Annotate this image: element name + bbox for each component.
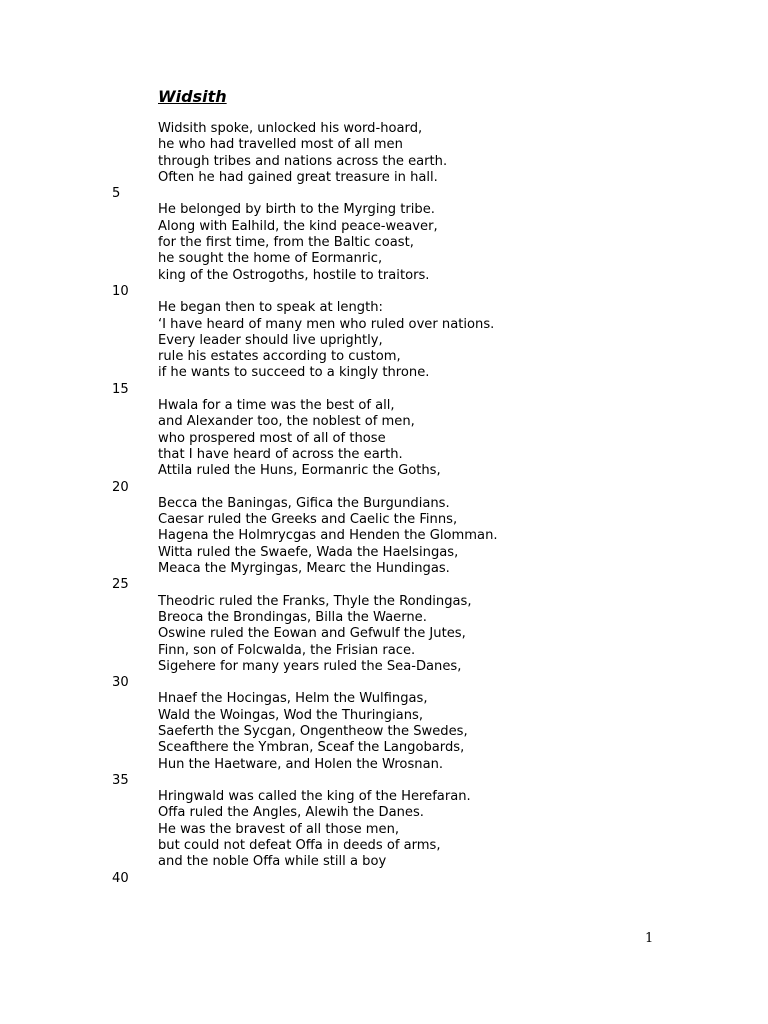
- stanza: [158, 789, 578, 870]
- poem-line: through tribes and nations across the earth.: [158, 153, 448, 169]
- poem-line: Caesar ruled the Greeks and Caelic the Finns,: [158, 512, 458, 528]
- poem-line: if he wants to succeed to a kingly throne.: [158, 365, 430, 381]
- stanza: [158, 398, 578, 479]
- poem-line: that I have heard of across the earth.: [158, 446, 403, 462]
- page-number: 1: [645, 931, 654, 946]
- poem-line: Hun the Haetware, and Holen the Wrosnan.: [158, 756, 444, 772]
- poem-line: Breoca the Brondingas, Billa the Waerne.: [158, 609, 427, 625]
- poem-line: Sceafthere the Ymbran, Sceaf the Langobards,: [158, 740, 465, 756]
- poem-line: Often he had gained great treasure in hall.: [158, 169, 438, 185]
- poem-line: he who had travelled most of all men: [158, 137, 403, 153]
- poem-line: Wald the Woingas, Wod the Thuringians,: [158, 707, 423, 723]
- poem-line: Sigehere for many years ruled the Sea-Danes,: [158, 658, 462, 674]
- poem-line: for the first time, from the Baltic coast,: [158, 235, 414, 251]
- line-number: 40: [112, 870, 129, 886]
- poem-line: but could not defeat Offa in deeds of arms,: [158, 838, 441, 854]
- poem-title: Widsith: [158, 87, 227, 106]
- poem-line: Every leader should live uprightly,: [158, 332, 383, 348]
- line-number: 20: [112, 479, 129, 495]
- stanza: [158, 496, 578, 577]
- poem-line: and the noble Offa while still a boy: [158, 854, 387, 870]
- poem-line: Finn, son of Folcwalda, the Frisian race.: [158, 642, 416, 658]
- poem-line: Becca the Baningas, Gifica the Burgundians.: [158, 495, 450, 511]
- poem-line: He belonged by birth to the Myrging tribe.: [158, 202, 435, 218]
- poem-line: Attila ruled the Huns, Eormanric the Goths,: [158, 463, 441, 479]
- stanza: [158, 594, 578, 675]
- stanza: [158, 121, 578, 186]
- line-number: 5: [112, 186, 121, 202]
- poem-line: king of the Ostrogoths, hostile to traitors.: [158, 267, 430, 283]
- poem-line: Oswine ruled the Eowan and Gefwulf the Jutes,: [158, 626, 466, 642]
- line-number: 25: [112, 577, 129, 593]
- poem-line: and Alexander too, the noblest of men,: [158, 414, 415, 430]
- stanza: [158, 300, 578, 381]
- line-number: 15: [112, 381, 129, 397]
- poem-line: Meaca the Myrgingas, Mearc the Hundingas.: [158, 561, 450, 577]
- poem-line: who prospered most of all of those: [158, 430, 386, 446]
- line-number: 30: [112, 675, 129, 691]
- poem-body: [112, 121, 578, 887]
- poem-line: he sought the home of Eormanric,: [158, 251, 383, 267]
- poem-line: Widsith spoke, unlocked his word-hoard,: [158, 121, 423, 136]
- poem-line: Hagena the Holmrycgas and Henden the Glomman.: [158, 528, 498, 544]
- poem-line: Hringwald was called the king of the Herefaran.: [158, 789, 471, 805]
- poem-line: ‘I have heard of many men who ruled over nations.: [158, 316, 495, 332]
- poem-line: Hnaef the Hocingas, Helm the Wulfingas,: [158, 691, 428, 707]
- poem-line: Witta ruled the Swaefe, Wada the Haelsingas,: [158, 544, 459, 560]
- poem-line: He began then to speak at length:: [158, 300, 383, 316]
- poem-line: rule his estates according to custom,: [158, 349, 401, 365]
- poem-line: Offa ruled the Angles, Alewih the Danes.: [158, 805, 424, 821]
- poem-line: He was the bravest of all those men,: [158, 821, 400, 837]
- stanza: [158, 691, 578, 772]
- poem-line: Hwala for a time was the best of all,: [158, 398, 395, 414]
- line-number: 35: [112, 773, 129, 788]
- line-number: 10: [112, 284, 129, 299]
- poem-line: Theodric ruled the Franks, Thyle the Rondingas,: [158, 593, 472, 609]
- stanza: [158, 202, 578, 283]
- poem-line: Saeferth the Sycgan, Ongentheow the Swedes,: [158, 723, 468, 739]
- poem-line: Along with Ealhild, the kind peace-weaver,: [158, 218, 438, 234]
